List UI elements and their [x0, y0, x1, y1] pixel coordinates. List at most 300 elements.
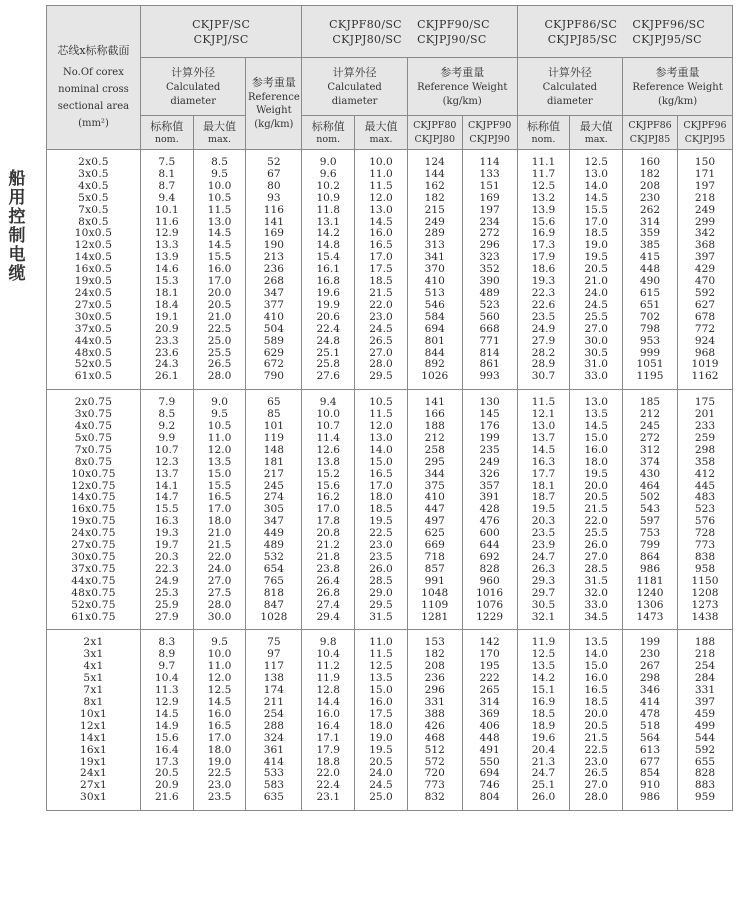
- value-cell: 24.5: [355, 324, 408, 336]
- value-cell: 80: [246, 181, 302, 193]
- value-cell: 12.5: [193, 685, 246, 697]
- value-cell: 18.9: [517, 721, 570, 733]
- value-cell: 790: [246, 371, 302, 389]
- value-cell: 31.5: [355, 612, 408, 630]
- value-cell: 8.5: [140, 409, 193, 421]
- value-cell: 181: [246, 457, 302, 469]
- value-cell: 235: [462, 445, 517, 457]
- table-row: [47, 300, 733, 312]
- value-cell: 16.0: [570, 445, 623, 457]
- spec-cell: 12x0.75: [47, 481, 141, 493]
- value-cell: 828: [462, 564, 517, 576]
- value-cell: 391: [462, 492, 517, 504]
- value-cell: 448: [462, 733, 517, 745]
- value-cell: 1051: [623, 359, 678, 371]
- spec-cell: 27x1: [47, 780, 141, 792]
- value-cell: 597: [623, 516, 678, 528]
- value-cell: 9.0: [193, 390, 246, 409]
- value-cell: 14.0: [355, 445, 408, 457]
- value-cell: 14.1: [140, 481, 193, 493]
- value-cell: 1162: [677, 371, 732, 389]
- value-cell: 694: [462, 768, 517, 780]
- data-block-0.5mm: [47, 150, 733, 390]
- value-cell: 23.0: [355, 312, 408, 324]
- table-row: [47, 733, 733, 745]
- weight-en: Reference Weight: [417, 81, 508, 93]
- value-cell: 22.5: [193, 324, 246, 336]
- value-cell: 24.9: [517, 324, 570, 336]
- value-cell: 490: [623, 276, 678, 288]
- value-cell: 968: [677, 348, 732, 360]
- value-cell: 1281: [407, 612, 462, 630]
- value-cell: 230: [623, 649, 678, 661]
- value-cell: 24.5: [355, 780, 408, 792]
- max-en: max.: [369, 134, 393, 146]
- value-cell: 13.0: [570, 390, 623, 409]
- value-cell: 23.6: [140, 348, 193, 360]
- value-cell: 533: [246, 768, 302, 780]
- value-cell: 18.0: [355, 492, 408, 504]
- value-cell: 12.0: [193, 445, 246, 457]
- value-cell: 289: [407, 228, 462, 240]
- table-row: [47, 390, 733, 409]
- value-cell: 17.9: [302, 745, 355, 757]
- value-cell: 804: [462, 792, 517, 810]
- value-cell: 428: [462, 504, 517, 516]
- value-cell: 8.3: [140, 630, 193, 649]
- value-cell: 26.3: [517, 564, 570, 576]
- value-cell: 746: [462, 780, 517, 792]
- weight-unit: (kg/km): [657, 95, 698, 107]
- value-cell: 169: [246, 228, 302, 240]
- value-cell: 543: [623, 504, 678, 516]
- value-cell: 627: [677, 300, 732, 312]
- table-row: [47, 193, 733, 205]
- value-cell: 218: [677, 193, 732, 205]
- value-cell: 259: [677, 433, 732, 445]
- value-cell: 14.2: [517, 673, 570, 685]
- value-cell: 412: [677, 469, 732, 481]
- value-cell: 26.8: [302, 588, 355, 600]
- table-row: [47, 371, 733, 389]
- value-cell: 11.3: [140, 685, 193, 697]
- value-cell: 589: [246, 336, 302, 348]
- weight-model: CKJPJ95: [684, 133, 726, 145]
- value-cell: 296: [407, 685, 462, 697]
- value-cell: 16.5: [355, 469, 408, 481]
- value-cell: 883: [677, 780, 732, 792]
- value-cell: 305: [246, 504, 302, 516]
- diameter-en: diameter: [331, 95, 378, 107]
- value-cell: 15.5: [193, 252, 246, 264]
- value-cell: 13.2: [517, 193, 570, 205]
- weight-model: CKJPF96: [683, 119, 727, 131]
- value-cell: 512: [407, 745, 462, 757]
- g2-weight-header: [407, 58, 517, 116]
- value-cell: 23.1: [302, 792, 355, 810]
- value-cell: 17.3: [517, 240, 570, 252]
- value-cell: 25.0: [355, 792, 408, 810]
- value-cell: 26.5: [193, 359, 246, 371]
- value-cell: 201: [677, 409, 732, 421]
- value-cell: 16.0: [193, 264, 246, 276]
- spec-cell: 10x0.75: [47, 469, 141, 481]
- value-cell: 21.6: [140, 792, 193, 810]
- data-block-1mm: [47, 630, 733, 811]
- g2-max-header: [355, 116, 408, 150]
- value-cell: 615: [623, 288, 678, 300]
- value-cell: 12.6: [302, 445, 355, 457]
- value-cell: 572: [407, 757, 462, 769]
- value-cell: 600: [462, 528, 517, 540]
- value-cell: 18.1: [517, 481, 570, 493]
- value-cell: 546: [407, 300, 462, 312]
- group-3-models: [517, 6, 732, 58]
- value-cell: 12.5: [517, 181, 570, 193]
- value-cell: 20.5: [570, 492, 623, 504]
- value-cell: 1273: [677, 600, 732, 612]
- value-cell: 324: [246, 733, 302, 745]
- value-cell: 854: [623, 768, 678, 780]
- spec-cell: 5x0.5: [47, 193, 141, 205]
- value-cell: 388: [407, 709, 462, 721]
- spec-en-2: nominal cross: [58, 84, 129, 95]
- table-row: [47, 469, 733, 481]
- value-cell: 369: [462, 709, 517, 721]
- value-cell: 669: [407, 540, 462, 552]
- value-cell: 29.7: [517, 588, 570, 600]
- value-cell: 15.5: [570, 205, 623, 217]
- value-cell: 14.5: [570, 421, 623, 433]
- spec-cell: 30x0.5: [47, 312, 141, 324]
- nom-en: nom.: [154, 134, 179, 146]
- value-cell: 21.0: [193, 528, 246, 540]
- spec-cell: 30x0.75: [47, 552, 141, 564]
- value-cell: 19.3: [517, 276, 570, 288]
- value-cell: 323: [462, 252, 517, 264]
- value-cell: 16.0: [355, 697, 408, 709]
- table-row: [47, 205, 733, 217]
- value-cell: 116: [246, 205, 302, 217]
- diameter-en: Calculated: [327, 81, 382, 93]
- value-cell: 11.5: [355, 181, 408, 193]
- spec-cell: 7x1: [47, 685, 141, 697]
- spec-en-1: No.Of corex: [63, 67, 124, 78]
- g3-weight-col-b: [677, 116, 732, 150]
- weight-unit: (kg/km): [254, 118, 294, 130]
- value-cell: 702: [623, 312, 678, 324]
- value-cell: 150: [677, 150, 732, 169]
- spec-cell: 10x1: [47, 709, 141, 721]
- value-cell: 13.5: [570, 630, 623, 649]
- value-cell: 22.4: [302, 780, 355, 792]
- value-cell: 625: [407, 528, 462, 540]
- spec-cell: 7x0.5: [47, 205, 141, 217]
- table-row: [47, 630, 733, 649]
- value-cell: 254: [246, 709, 302, 721]
- value-cell: 1208: [677, 588, 732, 600]
- value-cell: 188: [407, 421, 462, 433]
- value-cell: 284: [677, 673, 732, 685]
- value-cell: 1026: [407, 371, 462, 389]
- value-cell: 199: [623, 630, 678, 649]
- value-cell: 25.1: [302, 348, 355, 360]
- model-label: CKJPF86/SC: [544, 17, 618, 31]
- value-cell: 728: [677, 528, 732, 540]
- value-cell: 513: [407, 288, 462, 300]
- value-cell: 20.5: [193, 300, 246, 312]
- value-cell: 19.0: [355, 733, 408, 745]
- value-cell: 1109: [407, 600, 462, 612]
- value-cell: 142: [462, 630, 517, 649]
- value-cell: 199: [462, 433, 517, 445]
- value-cell: 20.8: [302, 528, 355, 540]
- nom-en: nom.: [316, 134, 341, 146]
- table-row: [47, 745, 733, 757]
- value-cell: 12.5: [570, 150, 623, 169]
- model-label: CKJPJ95/SC: [632, 32, 702, 46]
- value-cell: 19.5: [570, 252, 623, 264]
- value-cell: 18.5: [570, 697, 623, 709]
- value-cell: 523: [677, 504, 732, 516]
- model-label: CKJPF96/SC: [632, 17, 706, 31]
- weight-model: CKJPJ90: [469, 133, 510, 145]
- value-cell: 10.9: [302, 193, 355, 205]
- max-cn: 最大值: [203, 120, 237, 134]
- value-cell: 9.9: [140, 433, 193, 445]
- value-cell: 176: [462, 421, 517, 433]
- weight-unit: (kg/km): [442, 95, 482, 107]
- value-cell: 1150: [677, 576, 732, 588]
- value-cell: 26.0: [355, 564, 408, 576]
- nom-cn: 标称值: [150, 120, 184, 134]
- value-cell: 19.0: [570, 240, 623, 252]
- value-cell: 655: [677, 757, 732, 769]
- value-cell: 352: [462, 264, 517, 276]
- table-row: [47, 457, 733, 469]
- value-cell: 212: [623, 409, 678, 421]
- value-cell: 22.0: [355, 300, 408, 312]
- value-cell: 296: [462, 240, 517, 252]
- value-cell: 32.0: [570, 588, 623, 600]
- nom-cn: 标称值: [526, 120, 560, 134]
- value-cell: 14.2: [302, 228, 355, 240]
- value-cell: 258: [407, 445, 462, 457]
- value-cell: 564: [623, 733, 678, 745]
- nom-en: nom.: [531, 134, 556, 146]
- value-cell: 25.3: [140, 588, 193, 600]
- value-cell: 12.8: [302, 685, 355, 697]
- diameter-en: diameter: [547, 95, 593, 107]
- value-cell: 9.5: [193, 169, 246, 181]
- value-cell: 30.0: [193, 612, 246, 630]
- diameter-en: diameter: [170, 95, 216, 107]
- value-cell: 584: [407, 312, 462, 324]
- value-cell: 141: [407, 390, 462, 409]
- spec-cn: 芯线x标称截面: [57, 44, 130, 57]
- value-cell: 19.6: [302, 288, 355, 300]
- value-cell: 13.9: [140, 252, 193, 264]
- value-cell: 13.1: [302, 217, 355, 229]
- value-cell: 26.1: [140, 371, 193, 389]
- g3-max-header: [570, 116, 623, 150]
- value-cell: 188: [677, 630, 732, 649]
- value-cell: 847: [246, 600, 302, 612]
- value-cell: 16.0: [570, 673, 623, 685]
- value-cell: 861: [462, 359, 517, 371]
- value-cell: 12.3: [140, 457, 193, 469]
- value-cell: 30.5: [570, 348, 623, 360]
- value-cell: 17.0: [355, 252, 408, 264]
- value-cell: 773: [677, 540, 732, 552]
- value-cell: 14.5: [517, 445, 570, 457]
- value-cell: 23.5: [517, 528, 570, 540]
- value-cell: 19.1: [140, 312, 193, 324]
- value-cell: 272: [462, 228, 517, 240]
- table-header: [47, 6, 733, 150]
- weight-cn: 参考重量: [440, 65, 485, 79]
- spec-cell: 2x0.75: [47, 390, 141, 409]
- value-cell: 274: [246, 492, 302, 504]
- value-cell: 10.0: [193, 649, 246, 661]
- value-cell: 504: [246, 324, 302, 336]
- value-cell: 85: [246, 409, 302, 421]
- spec-cell: 27x0.75: [47, 540, 141, 552]
- value-cell: 11.5: [193, 205, 246, 217]
- value-cell: 342: [677, 228, 732, 240]
- table-row: [47, 709, 733, 721]
- value-cell: 15.5: [193, 481, 246, 493]
- table-row: [47, 721, 733, 733]
- value-cell: 375: [407, 481, 462, 493]
- value-cell: 9.0: [302, 150, 355, 169]
- value-cell: 993: [462, 371, 517, 389]
- value-cell: 718: [407, 552, 462, 564]
- table-row: [47, 588, 733, 600]
- value-cell: 544: [677, 733, 732, 745]
- side-label-char: 电: [8, 245, 26, 265]
- value-cell: 17.8: [302, 516, 355, 528]
- value-cell: 16.8: [302, 276, 355, 288]
- value-cell: 341: [407, 252, 462, 264]
- value-cell: 16.9: [517, 697, 570, 709]
- value-cell: 138: [246, 673, 302, 685]
- value-cell: 144: [407, 169, 462, 181]
- value-cell: 24.0: [193, 564, 246, 576]
- spec-en-3: sectional area: [57, 101, 130, 112]
- value-cell: 550: [462, 757, 517, 769]
- value-cell: 592: [677, 288, 732, 300]
- value-cell: 344: [407, 469, 462, 481]
- table-row: [47, 612, 733, 630]
- value-cell: 21.3: [517, 757, 570, 769]
- spec-cell: 24x1: [47, 768, 141, 780]
- model-row: [518, 17, 732, 32]
- spec-cell: 24x0.5: [47, 288, 141, 300]
- g1-nom-header: [140, 116, 193, 150]
- value-cell: 13.0: [570, 169, 623, 181]
- value-cell: 28.0: [193, 600, 246, 612]
- value-cell: 314: [462, 697, 517, 709]
- spec-cell: 61x0.75: [47, 612, 141, 630]
- table-row: [47, 150, 733, 169]
- value-cell: 592: [677, 745, 732, 757]
- side-label-char: 船: [8, 169, 26, 189]
- value-cell: 489: [462, 288, 517, 300]
- value-cell: 23.5: [517, 312, 570, 324]
- weight-model: CKJPJ85: [629, 133, 671, 145]
- value-cell: 24.0: [355, 768, 408, 780]
- spec-cell: 44x0.5: [47, 336, 141, 348]
- value-cell: 331: [677, 685, 732, 697]
- spec-cell: 16x0.75: [47, 504, 141, 516]
- value-cell: 97: [246, 649, 302, 661]
- value-cell: 11.1: [517, 150, 570, 169]
- value-cell: 208: [623, 181, 678, 193]
- value-cell: 11.0: [355, 630, 408, 649]
- value-cell: 25.5: [193, 348, 246, 360]
- value-cell: 22.5: [570, 745, 623, 757]
- value-cell: 10.4: [140, 673, 193, 685]
- value-cell: 489: [246, 540, 302, 552]
- g3-weight-header: [623, 58, 733, 116]
- value-cell: 28.2: [517, 348, 570, 360]
- value-cell: 13.5: [517, 661, 570, 673]
- value-cell: 24.7: [517, 552, 570, 564]
- value-cell: 25.1: [517, 780, 570, 792]
- value-cell: 844: [407, 348, 462, 360]
- value-cell: 374: [623, 457, 678, 469]
- value-cell: 166: [407, 409, 462, 421]
- value-cell: 960: [462, 576, 517, 588]
- value-cell: 13.3: [140, 240, 193, 252]
- value-cell: 11.5: [355, 409, 408, 421]
- value-cell: 11.5: [517, 390, 570, 409]
- value-cell: 19.0: [193, 757, 246, 769]
- value-cell: 518: [623, 721, 678, 733]
- value-cell: 29.5: [355, 600, 408, 612]
- value-cell: 19.9: [302, 300, 355, 312]
- value-cell: 1019: [677, 359, 732, 371]
- group-1-models: [140, 6, 301, 58]
- value-cell: 497: [407, 516, 462, 528]
- value-cell: 22.5: [355, 528, 408, 540]
- value-cell: 910: [623, 780, 678, 792]
- value-cell: 17.7: [517, 469, 570, 481]
- spec-cell: 48x0.75: [47, 588, 141, 600]
- value-cell: 18.1: [140, 288, 193, 300]
- value-cell: 368: [677, 240, 732, 252]
- value-cell: 25.9: [140, 600, 193, 612]
- value-cell: 15.1: [517, 685, 570, 697]
- value-cell: 429: [677, 264, 732, 276]
- value-cell: 119: [246, 433, 302, 445]
- spec-cell: 48x0.5: [47, 348, 141, 360]
- value-cell: 8.9: [140, 649, 193, 661]
- value-cell: 25.8: [302, 359, 355, 371]
- value-cell: 10.1: [140, 205, 193, 217]
- value-cell: 213: [246, 252, 302, 264]
- value-cell: 19.5: [355, 745, 408, 757]
- value-cell: 1306: [623, 600, 678, 612]
- value-cell: 478: [623, 709, 678, 721]
- value-cell: 13.0: [193, 217, 246, 229]
- value-cell: 15.5: [140, 504, 193, 516]
- value-cell: 24.0: [570, 288, 623, 300]
- value-cell: 7.9: [140, 390, 193, 409]
- spec-cell: 19x0.5: [47, 276, 141, 288]
- value-cell: 141: [246, 217, 302, 229]
